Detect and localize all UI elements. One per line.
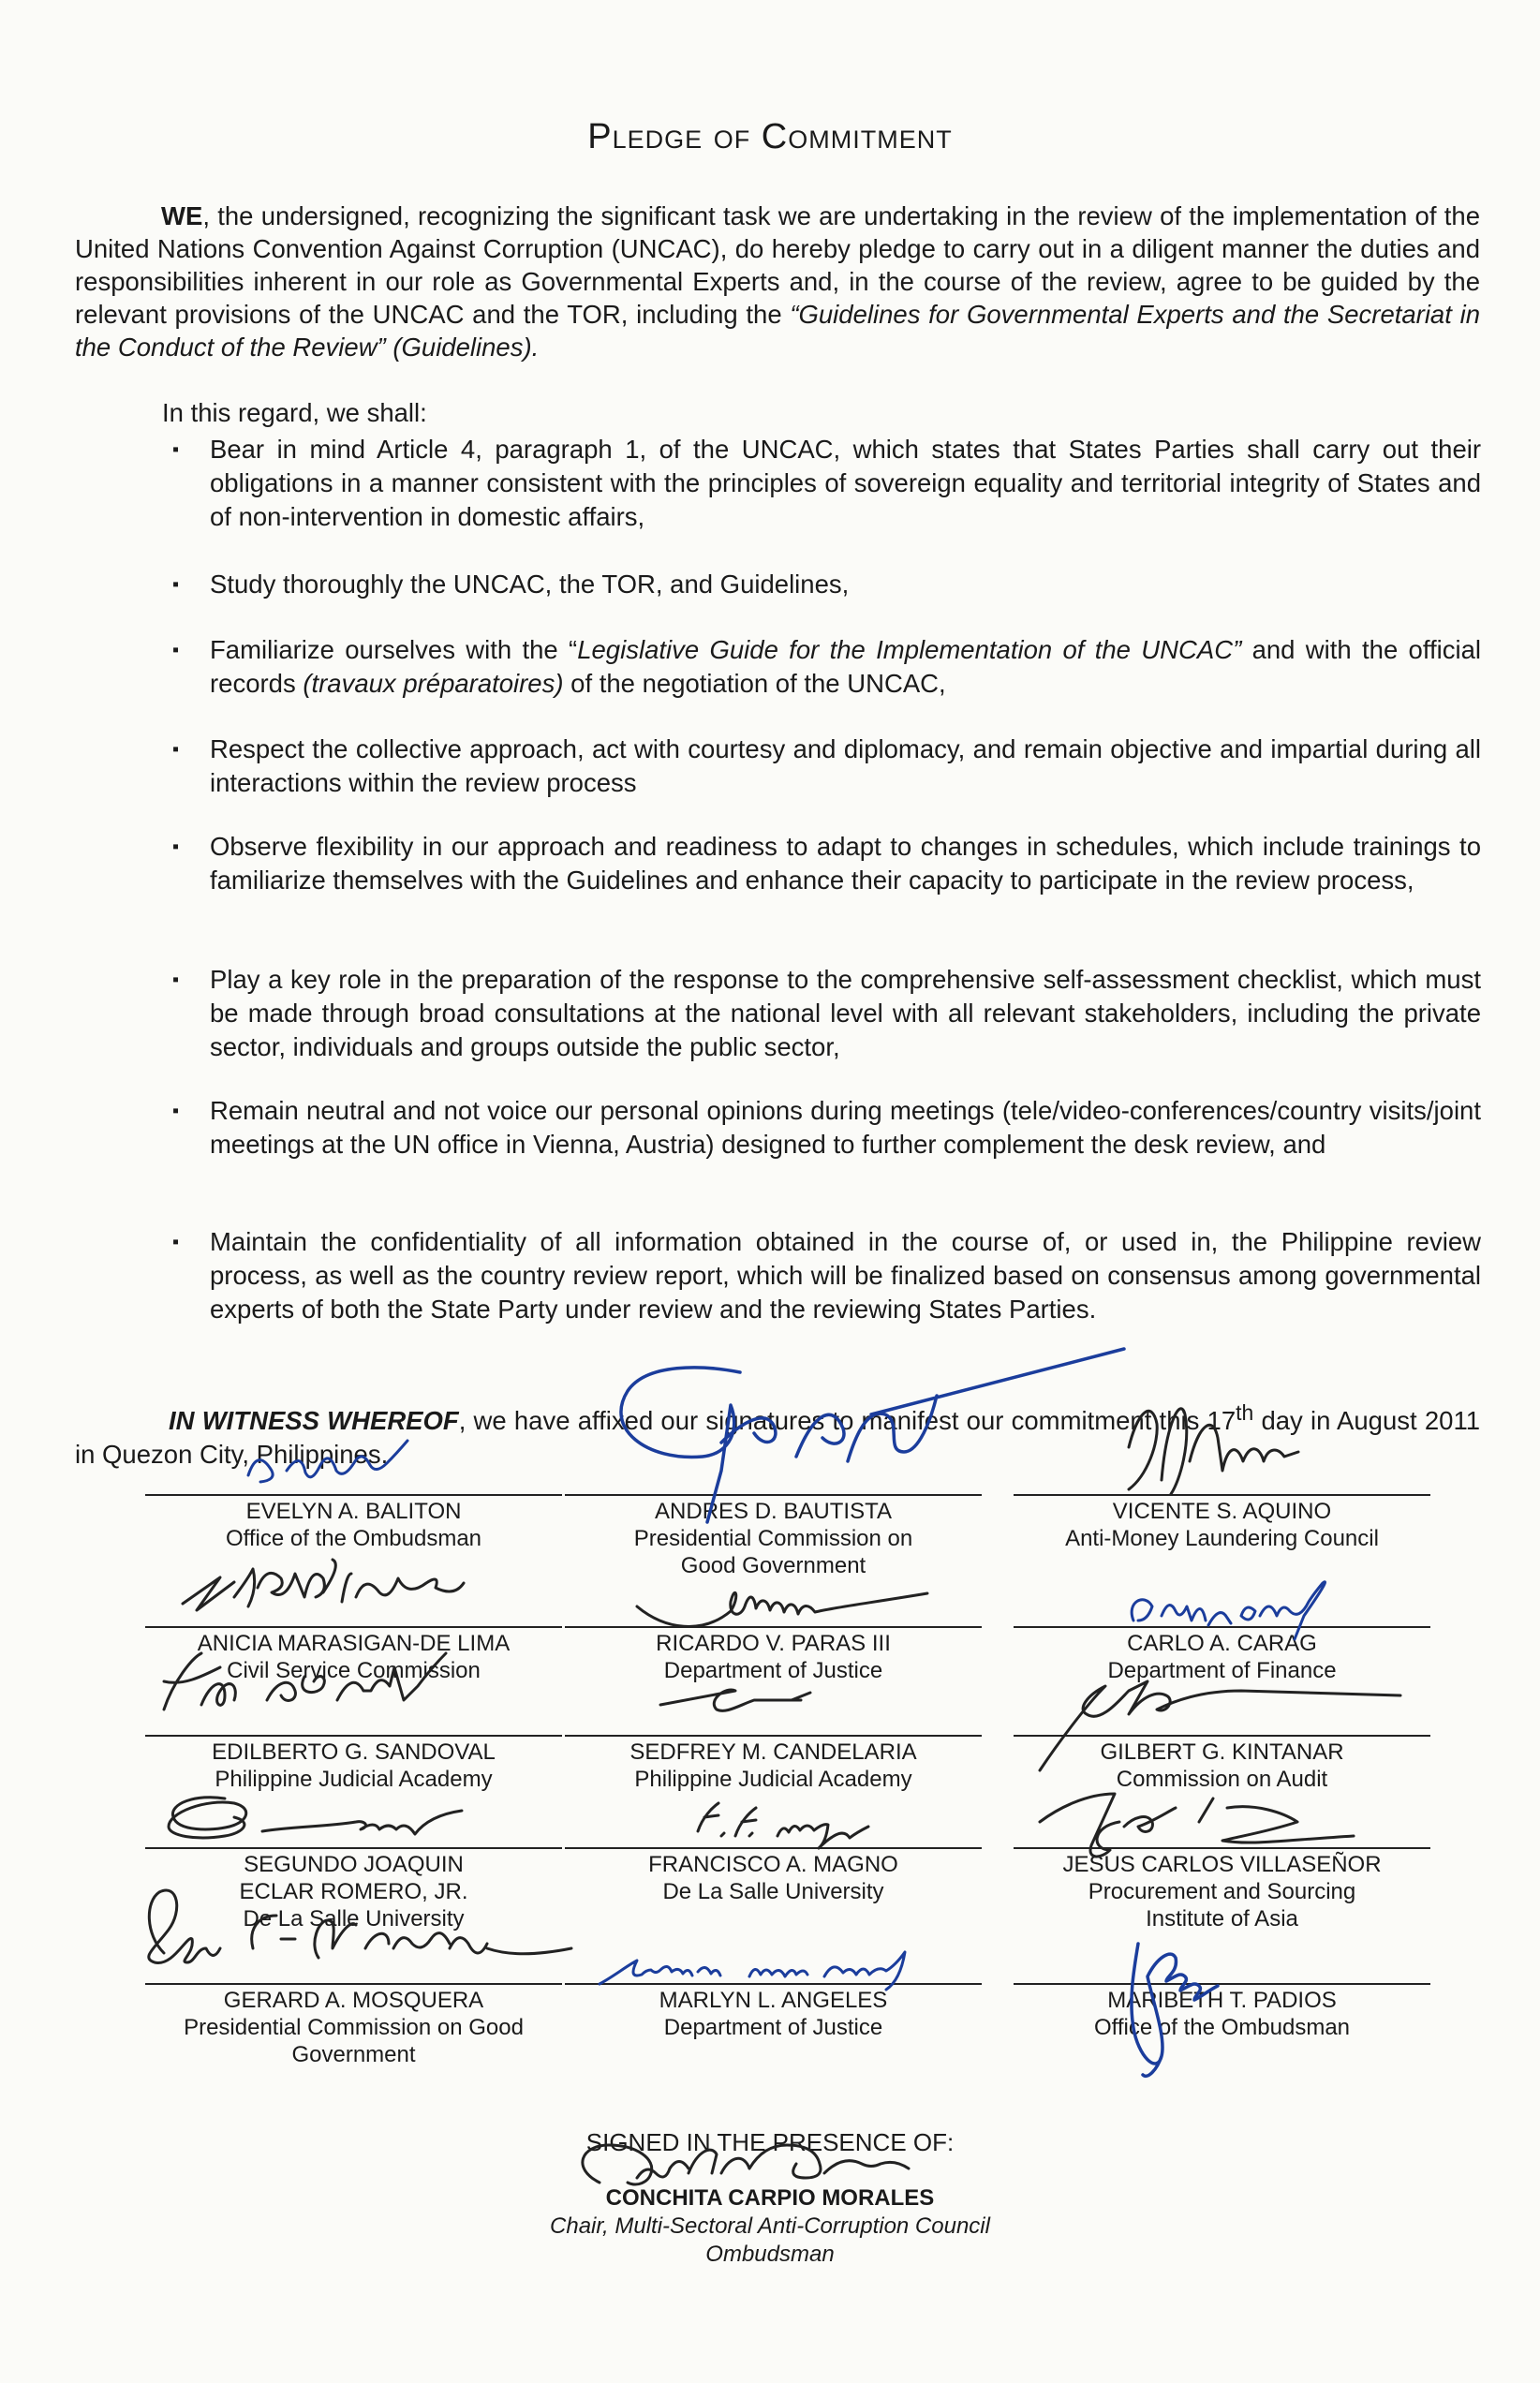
- bullet-mark: ▪: [172, 439, 180, 460]
- lead-in: In this regard, we shall:: [162, 397, 427, 427]
- signature-scribble-candelaria: [660, 1690, 810, 1710]
- signature-line: [1014, 1735, 1430, 1737]
- signature-line: [565, 1847, 982, 1849]
- signature-block: [1014, 1983, 1430, 2041]
- witness-paragraph: IN WITNESS WHEREOF, we have affixed our signatures to manifest our commitment this 17th day in August 2011 in Quezon City, Philippines.: [75, 1399, 1480, 1469]
- signatory-name: ANICIA MARASIGAN-DE LIMA: [197, 1631, 511, 1656]
- signature-block: [145, 1626, 562, 1684]
- signatory-affiliation: Office of the Ombudsman: [225, 1526, 482, 1551]
- signature-line: [565, 1983, 982, 1985]
- bullet-mark: ▪: [172, 1232, 180, 1252]
- bullet-mark: ▪: [172, 969, 180, 990]
- signature-block: [565, 1983, 982, 2041]
- signature-block: [565, 1847, 982, 1905]
- signature-line: [565, 1735, 982, 1737]
- signatory-affiliation: Procurement and Sourcing Institute of Asia: [1088, 1879, 1356, 1932]
- signature-line: [1014, 1983, 1430, 1985]
- intro-paragraph: [75, 200, 1480, 363]
- signature-block: [565, 1735, 982, 1793]
- final-signatory-office: Ombudsman: [705, 2242, 835, 2267]
- signature-block: [145, 1847, 562, 1932]
- signature-line: [1014, 1626, 1430, 1628]
- signatory-name: RICARDO V. PARAS III: [656, 1631, 891, 1656]
- signatory-affiliation: Presidential Commission on Good Government: [184, 2015, 524, 2067]
- signatory-name: GERARD A. MOSQUERA: [223, 1988, 484, 2013]
- signatory-affiliation: De La Salle University: [662, 1879, 884, 1904]
- signatory-affiliation: Civil Service Commission: [227, 1658, 481, 1683]
- bullet-mark: ▪: [172, 739, 180, 760]
- signature-block: [145, 1983, 562, 2068]
- witness-lead: IN WITNESS WHEREOF: [169, 1405, 459, 1435]
- pledge-item: ▪ Bear in mind Article 4, paragraph 1, of the UNCAC, which states that States Parties shall carry out their obligations in a manner consistent with the principles of sovereign equality and territorial integrity of States and of non-intervention in domestic affairs,: [172, 435, 1481, 531]
- signature-scribble-delima: [183, 1560, 464, 1610]
- signature-line: [145, 1626, 562, 1628]
- signature-block: [1014, 1847, 1430, 1932]
- signatory-name: MARLYN L. ANGELES: [659, 1988, 888, 2013]
- signature-line: [145, 1735, 562, 1737]
- signatory-affiliation: Department of Justice: [663, 1658, 883, 1683]
- signatory-name: EDILBERTO G. SANDOVAL: [212, 1739, 496, 1765]
- final-signatory-title: Chair, Multi-Sectoral Anti-Corruption Council: [550, 2213, 990, 2239]
- signatory-name: VICENTE S. AQUINO: [1112, 1499, 1332, 1524]
- signatory-affiliation: Commission on Audit: [1116, 1767, 1328, 1792]
- bullet-mark: ▪: [172, 1101, 180, 1121]
- signatory-name: MARIBETH T. PADIOS: [1107, 1988, 1337, 2013]
- signatory-name: ANDRES D. BAUTISTA: [655, 1499, 892, 1524]
- signature-block: [565, 1494, 982, 1579]
- signatory-name: JESUS CARLOS VILLASEÑOR: [1062, 1852, 1382, 1877]
- signature-line: [145, 1494, 562, 1496]
- signatory-affiliation: Department of Finance: [1107, 1658, 1337, 1683]
- signature-block: [1014, 1735, 1430, 1793]
- document-title: Pledge of Commitment: [587, 117, 953, 157]
- pledge-item: ▪ Remain neutral and not voice our personal opinions during meetings (tele/video-conferences/country visits/joint meetings at the UN office in Vienna, Austria) designed to further complement the desk review, and: [172, 1096, 1481, 1159]
- intro-body: , the undersigned, recognizing the significant task we are undertaking in the review of the implementation of the United Nations Convention Against Corruption (UNCAC), do hereby pledge to carry out in a diligent manner the duties and responsibilities inherent in our role as Governmental Experts and, in the course of the review, agree to be guided by the relevant provisions of the UNCAC and the TOR, including the: [75, 200, 1480, 329]
- signatory-name: GILBERT G. KINTANAR: [1100, 1739, 1344, 1765]
- signatory-name: SEDFREY M. CANDELARIA: [629, 1739, 917, 1765]
- signatory-affiliation: Philippine Judicial Academy: [634, 1767, 912, 1792]
- signature-line: [145, 1847, 562, 1849]
- pledge-item: ▪ Respect the collective approach, act with courtesy and diplomacy, and remain objective and impartial during all interactions within the review process: [172, 734, 1481, 797]
- bullet-mark: ▪: [172, 640, 180, 660]
- signature-block: [1014, 1626, 1430, 1684]
- signature-line: [565, 1494, 982, 1496]
- guidelines-title: “Guidelines for Governmental Experts and the Secretariat in the Conduct of the Review” (Guidelines).: [75, 299, 1480, 362]
- signatory-affiliation: Philippine Judicial Academy: [215, 1767, 493, 1792]
- presence-caption: SIGNED IN THE PRESENCE OF:: [585, 2128, 955, 2156]
- signatory-affiliation: Office of the Ombudsman: [1093, 2015, 1351, 2040]
- pledge-item: ▪ Maintain the confidentiality of all information obtained in the course of, or used in, the Philippine review process, as well as the country review report, which will be finalized based on consensus among governmental experts of both the State Party under review and the reviewing States Parties.: [172, 1227, 1481, 1324]
- signatory-affiliation: Presidential Commission on Good Government: [633, 1526, 913, 1578]
- signatory-name: SEGUNDO JOAQUIN ECLAR ROMERO, JR.: [239, 1852, 468, 1904]
- signature-block: [145, 1494, 562, 1552]
- signature-line: [1014, 1494, 1430, 1496]
- signatory-name: FRANCISCO A. MAGNO: [648, 1852, 898, 1877]
- signature-line: [1014, 1847, 1430, 1849]
- signature-scribble-paras: [637, 1592, 927, 1626]
- signature-line: [145, 1983, 562, 1985]
- signature-scribble-magno: [698, 1803, 868, 1848]
- signatory-name: EVELYN A. BALITON: [245, 1499, 462, 1524]
- signature-block: [1014, 1494, 1430, 1552]
- signature-block: [565, 1626, 982, 1684]
- signature-scribble-romero: [169, 1798, 462, 1838]
- bullet-mark: ▪: [172, 574, 180, 595]
- intro-lead-word: WE: [161, 200, 203, 230]
- pledge-item: ▪ Familiarize ourselves with the “Legislative Guide for the Implementation of the UNCAC” and with the official records (travaux préparatoires) of the negotiation of the UNCAC,: [172, 635, 1482, 698]
- signatory-name: CARLO A. CARAG: [1127, 1631, 1317, 1656]
- signatory-affiliation: Anti-Money Laundering Council: [1065, 1526, 1379, 1551]
- bullet-mark: ▪: [172, 836, 180, 857]
- signatory-affiliation: Department of Justice: [663, 2015, 883, 2040]
- final-signatory-block: [0, 2184, 1540, 2269]
- pledge-item: ▪ Play a key role in the preparation of the response to the comprehensive self-assessment checklist, which must be made through broad consultations at the national level with all relevant stakeholders, including the private sector, individuals and groups outside the public sector,: [172, 965, 1481, 1061]
- signature-block: [145, 1735, 562, 1793]
- pledge-item: ▪ Observe flexibility in our approach and readiness to adapt to changes in schedules, which include trainings to familiarize themselves with the Guidelines and enhance their capacity to participate in the review process,: [172, 832, 1481, 895]
- final-signatory-name: CONCHITA CARPIO MORALES: [605, 2185, 935, 2211]
- signature-line: [565, 1626, 982, 1628]
- signatory-affiliation: De La Salle University: [243, 1906, 465, 1932]
- pledge-item: ▪ Study thoroughly the UNCAC, the TOR, and Guidelines,: [210, 568, 1481, 601]
